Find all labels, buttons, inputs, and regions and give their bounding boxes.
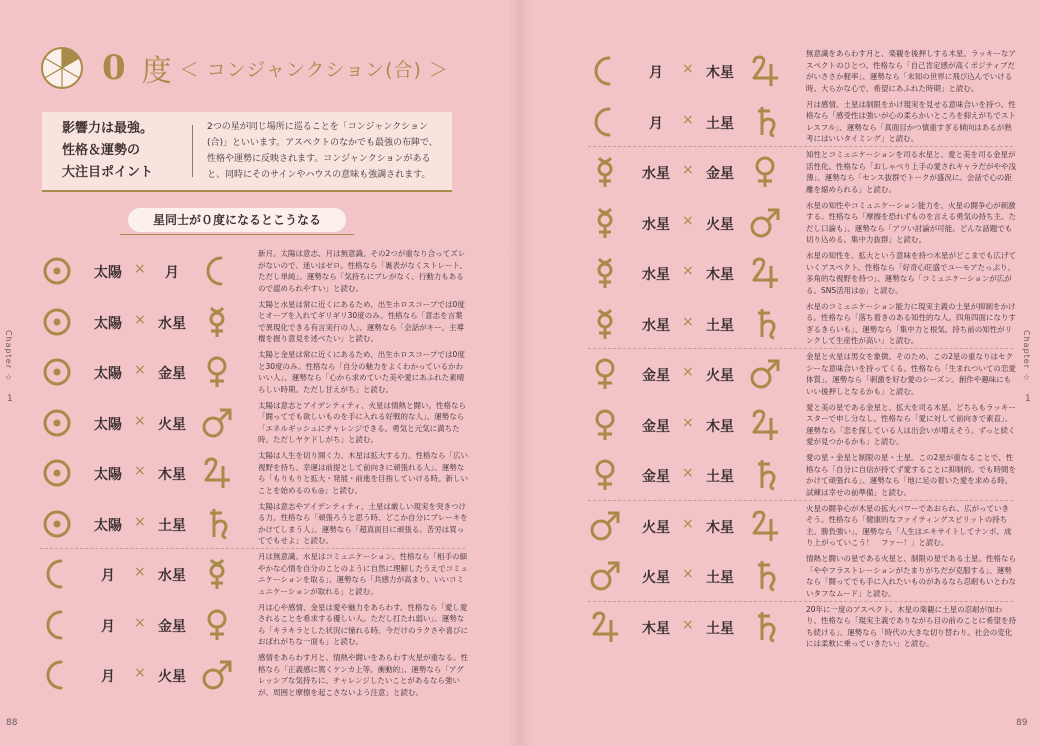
planet-name-1: 月 bbox=[101, 618, 115, 635]
combo-row bbox=[588, 551, 1016, 601]
combo-description: 太陽と金星は常に近くにあるため、出生ホロスコープでは0度と30度のみ。性格なら「自分の魅力をよくわかっているかわいい人」、運勢なら「心から求めていた美や愛にあふれた素晴らしい時期。ただし甘えがち」と読む。 bbox=[258, 350, 465, 394]
planet-name-1: 水星 bbox=[642, 267, 670, 283]
mars-icon bbox=[748, 206, 782, 240]
planet-glyph bbox=[588, 357, 622, 391]
combo-row bbox=[588, 501, 1013, 551]
combo-row bbox=[588, 198, 1016, 248]
planet-name-2: 木星 bbox=[706, 65, 734, 81]
combo-row bbox=[588, 46, 1016, 96]
times-sign: × bbox=[134, 311, 146, 328]
planet-glyph bbox=[40, 658, 74, 692]
planet-name-2: 水星 bbox=[158, 568, 186, 584]
page-number-left: 88 bbox=[6, 718, 18, 728]
venus-icon bbox=[588, 408, 622, 442]
venus-icon bbox=[200, 608, 234, 642]
combo-row bbox=[40, 398, 465, 448]
combo-row bbox=[40, 448, 468, 498]
combo-description: 金星と火星は男女を象徴。そのため、この2星の重なりはセクシーな意味合いを持ってくる。性格なら「生まれついての恋愛体質」、運勢なら「刺激を好む愛のシーズン。創作や趣味にもいい後押しとなるかも」と読む。 bbox=[806, 352, 1016, 396]
times-sign: × bbox=[682, 616, 694, 633]
times-sign: × bbox=[682, 465, 694, 481]
chapter-label-left: Chapter ☆ bbox=[4, 330, 13, 383]
planet-glyph bbox=[40, 254, 74, 288]
planet-glyph bbox=[200, 507, 234, 541]
venus-icon bbox=[748, 155, 782, 189]
planet-glyph bbox=[748, 155, 782, 189]
combo-row bbox=[588, 299, 1016, 349]
planet-name-1: 太陽 bbox=[94, 416, 122, 433]
planet-name-2: 木星 bbox=[158, 467, 186, 483]
planet-glyph bbox=[588, 54, 622, 88]
section-ribbon: 星同士が０度になるとこうなる bbox=[128, 208, 346, 232]
combo-row bbox=[40, 650, 468, 700]
planet-name-1: 太陽 bbox=[94, 366, 122, 382]
times-sign: × bbox=[134, 513, 146, 530]
planet-glyph bbox=[588, 559, 622, 593]
times-sign: × bbox=[682, 61, 694, 77]
planet-glyph bbox=[748, 509, 782, 543]
combo-description: 太陽は意志とアイデンティティ、火星は情熱と闘い。性格なら「闘ってでも欲しいものを手に入れる好戦的な人」、運勢なら「エネルギッシュにチャレンジできる。勇気と元気に満ちた時。ただしヤケドしがち」と読む。 bbox=[258, 400, 466, 444]
planet-name-2: 土星 bbox=[706, 570, 734, 586]
degree-number: 0 bbox=[102, 48, 126, 88]
planet-glyph bbox=[748, 610, 782, 644]
moon-icon bbox=[40, 608, 74, 642]
planet-glyph bbox=[40, 507, 74, 541]
planet-glyph bbox=[748, 559, 782, 593]
combo-description: 太陽は意志やアイデンティティ、土星は厳しい現実を突きつける力。性格なら「頑張ろうと思う時、どこか自分にブレーキをかけてしまう人」、運勢なら「超真面目に頑張る。苦労は買ってでもせよ」と読む。 bbox=[258, 501, 468, 545]
times-sign: × bbox=[682, 414, 694, 431]
moon-icon bbox=[588, 54, 622, 88]
planet-name-1: 太陽 bbox=[94, 517, 122, 534]
planet-glyph bbox=[588, 509, 622, 543]
planet-glyph bbox=[748, 54, 782, 88]
combo-description: 月は感情、土星は制限をかけ現実を見せる意味合いを持つ。性格なら「感受性は強いが心の柔らかいところを抑えがちでストレスフル」、運勢なら「真面目かつ慎重すぎる傾向はあるが熟考にはいいタイミング」と読む。 bbox=[806, 99, 1016, 143]
planet-name-2: 火星 bbox=[158, 669, 186, 685]
mars-icon bbox=[200, 658, 234, 692]
planet-glyph bbox=[748, 408, 782, 442]
times-sign: × bbox=[682, 212, 694, 229]
chapter-label: Chapter ☆ bbox=[1022, 330, 1031, 383]
planet-glyph bbox=[588, 408, 622, 442]
combo-description: 新月。太陽は意志、月は無意識。その2つが重なり合ってズレがないので、迷いはゼロ。性格なら「裏表がなくストレート、ただし単純」。運勢なら「気持ちにブレがなく、行動力もあるので認められやすい」と読む。 bbox=[258, 249, 467, 293]
sun-icon bbox=[40, 355, 74, 389]
planet-glyph bbox=[200, 608, 234, 642]
planet-glyph bbox=[200, 456, 234, 490]
planet-name-2: 水星 bbox=[158, 315, 186, 332]
planet-name-2: 木星 bbox=[706, 418, 734, 435]
venus-icon bbox=[200, 355, 234, 389]
combo-row bbox=[588, 349, 1016, 399]
planet-name-2: 土星 bbox=[706, 115, 734, 132]
times-sign: × bbox=[134, 463, 146, 479]
mars-icon bbox=[748, 357, 782, 391]
sun-icon bbox=[40, 456, 74, 490]
planet-glyph bbox=[588, 155, 622, 189]
right-page bbox=[520, 0, 1040, 746]
planet-name-1: 金星 bbox=[642, 469, 670, 485]
saturn-icon bbox=[748, 105, 782, 139]
planet-glyph bbox=[40, 456, 74, 490]
combo-description: 水星の知性やコミュニケーション能力を、火星の闘争心が刺激する。性格なら「摩擦を恐れずものを言える勇気の持ち主。ただし口論も」、運勢なら「アツい討論が可能。どんな話題でも切り込める。集中力抜群」と読む。 bbox=[806, 200, 1016, 244]
venus-icon bbox=[588, 357, 622, 391]
planet-name-1: 火星 bbox=[642, 570, 670, 586]
planet-name-2: 金星 bbox=[706, 166, 734, 182]
times-sign: × bbox=[682, 162, 694, 178]
intro-heading: 影響力は最強。 性格＆運勢の 大注目ポイント bbox=[62, 121, 154, 180]
planet-name-2: 火星 bbox=[158, 416, 186, 433]
planet-glyph bbox=[748, 307, 782, 341]
jupiter-icon bbox=[748, 256, 782, 290]
zodiac-wheel-icon bbox=[40, 46, 84, 90]
jupiter-icon bbox=[748, 408, 782, 442]
planet-glyph bbox=[40, 355, 74, 389]
sun-icon bbox=[40, 507, 74, 541]
saturn-icon bbox=[200, 507, 234, 541]
combo-description: 20年に一度のアスペクト。木星の楽観に土星の忍耐が加わり、性格なら「現実主義でありながら目の前のことに希望を持ち続ける」、運勢なら「時代の大きな切り替わり。社会の変化には柔軟に乗っていきたい」と読む。 bbox=[806, 604, 1016, 648]
planet-name-1: 太陽 bbox=[94, 315, 122, 332]
aspect-subtitle: ＜ コンジャンクション(合) ＞ bbox=[179, 58, 449, 81]
sun-icon bbox=[40, 254, 74, 288]
planet-glyph bbox=[588, 256, 622, 290]
times-sign: × bbox=[682, 364, 694, 380]
times-sign: × bbox=[134, 665, 146, 681]
combo-row bbox=[40, 600, 468, 650]
mercury-icon bbox=[588, 155, 622, 189]
planet-glyph bbox=[200, 557, 234, 591]
saturn-icon bbox=[748, 458, 782, 492]
combo-row bbox=[588, 147, 1016, 197]
combo-description: 感情をあらわす月と、情熱や闘いをあらわす火星が重なる。性格なら「正義感に篤くケンカ上等。衝動的」、運勢なら「アグレッシブな気持ちに。チャレンジしたいことがあるなら強いが、周囲と摩擦を起こさないよう注意」と読む。 bbox=[258, 653, 468, 697]
planet-name-2: 金星 bbox=[158, 618, 186, 635]
times-sign: × bbox=[682, 566, 694, 582]
combo-description: 愛と美の星である金星と、拡大を司る木星。どちらもラッキースターで申し分なし。性格なら「愛に対して前向きで素直」、運勢なら「恋を探している人は出会いが増えそう。ずっと続く愛が見つかるかも」と読む。 bbox=[806, 402, 1016, 446]
sun-icon bbox=[40, 406, 74, 440]
jupiter-icon bbox=[748, 509, 782, 543]
intro-text: 2つの星が同じ場所に巡ることを「コンジャンクション(合)」といいます。アスペクトのなかでも最強の布陣で、性格や運勢に反映されます。コンジャンクションがあると、同時にそのサインやハウスの意味も強調されます。 bbox=[207, 122, 438, 180]
combo-row bbox=[588, 450, 1016, 500]
planet-name-2: 火星 bbox=[706, 216, 734, 233]
jupiter-icon bbox=[200, 456, 234, 490]
mars-icon bbox=[200, 406, 234, 440]
combo-row bbox=[40, 499, 468, 549]
planet-name-2: 火星 bbox=[706, 368, 734, 384]
planet-glyph bbox=[200, 254, 234, 288]
combo-description: 月は心や感情、金星は愛や魅力をあらわす。性格なら「愛し愛されることを希求する優しい人。ただし打たれ弱い」、運勢なら「キラキラとした状況に憧れる時。今だけのラクさや喜びにおぼれがちな一面も」と読む。 bbox=[258, 602, 468, 646]
planet-name-1: 水星 bbox=[642, 317, 670, 334]
combo-row bbox=[588, 602, 1016, 652]
planet-glyph bbox=[748, 256, 782, 290]
planet-name-2: 土星 bbox=[706, 317, 734, 334]
times-sign: × bbox=[134, 412, 146, 429]
venus-icon bbox=[588, 458, 622, 492]
planet-name-2: 土星 bbox=[706, 469, 734, 485]
jupiter-icon bbox=[748, 54, 782, 88]
moon-icon bbox=[40, 658, 74, 692]
combo-description: 太陽は人生を切り開く力、木星は拡大する力。性格なら「広い視野を持ち、幸運は前提として前向きに頑張れる人」、運勢なら「もりもりと拡大・発展・前進を目指していける時。新しいことを始めるのも◎」と読む。 bbox=[258, 451, 468, 495]
planet-name-1: 月 bbox=[101, 669, 115, 685]
combo-row bbox=[40, 297, 465, 347]
combo-description: 愛の星・金星と制限の星・土星。この2星が重なることで、性格なら「自分に自信が持てず愛することに抑制的。でも時間をかけて頑張れる」、運勢なら「地に足の着いた愛を求める時。試練は幸せの前準備」と読む。 bbox=[806, 453, 1016, 497]
combo-description: 知性とコミュニケーションを司る水星と、愛と美を司る金星が活性化。性格なら「おしゃべり上手の愛されキャラだがやや浅薄」、運勢なら「センス抜群でトークが盛況に。会話で心の距離を縮められる」と読む。 bbox=[806, 150, 1016, 194]
planet-glyph bbox=[588, 105, 622, 139]
planet-glyph bbox=[200, 406, 234, 440]
page-number-right: 89 bbox=[1016, 718, 1028, 728]
combo-row bbox=[588, 97, 1016, 147]
combo-description: 火星の闘争心が木星の拡大パワーであおられ、広がっていきそう。性格なら「健康的なファイティングスピリットの持ち主。勝負強い」、運勢なら「人生はエキサイトしてナンボ。成り上がっていこう！ ファー！」と読む。 bbox=[806, 503, 1012, 547]
combo-row bbox=[40, 347, 465, 397]
planet-name-1: 太陽 bbox=[94, 265, 122, 281]
chapter-number: 1 bbox=[1025, 394, 1031, 404]
planet-glyph bbox=[40, 557, 74, 591]
planet-name-1: 火星 bbox=[642, 519, 670, 536]
planet-name-2: 土星 bbox=[706, 620, 734, 637]
saturn-icon bbox=[748, 610, 782, 644]
planet-glyph bbox=[588, 206, 622, 240]
planet-glyph bbox=[748, 458, 782, 492]
planet-glyph bbox=[748, 357, 782, 391]
section-header bbox=[40, 40, 449, 96]
planet-glyph bbox=[588, 610, 622, 644]
planet-name-1: 木星 bbox=[642, 620, 670, 637]
combo-description: 太陽と水星は常に近くにあるため、出生ホロスコープでは0度とオーブを入れてギリギリ30度のみ。性格なら「意志を言葉で異現化できる有言実行の人」、運勢なら「会話がキー。主導権を握り意見を述べたい」と読む。 bbox=[258, 299, 465, 343]
saturn-icon bbox=[748, 307, 782, 341]
combo-description: 月は無意識、水星はコミュニケーション。性格なら「相手の細やかな心情を自分のことのように自然に理解したうえでコミュニケーションを取る」、運勢なら「共感力が高まり、いいコミュニケーションが取れる」と読む。 bbox=[258, 552, 468, 596]
mars-icon bbox=[588, 509, 622, 543]
planet-name-1: 月 bbox=[649, 115, 663, 132]
combo-description: 水星の知性を、拡大という意味を持つ木星がどこまでも広げていくアスペクト。性格なら「好奇心旺盛でユーモアたっぷり。多角的な視野を持つ」、運勢なら「コミュニケーションが広がる。SNS活用は◎」と読む。 bbox=[806, 251, 1016, 295]
sun-icon bbox=[40, 305, 74, 339]
combo-row bbox=[588, 400, 1016, 450]
mars-icon bbox=[588, 559, 622, 593]
planet-glyph bbox=[748, 206, 782, 240]
mercury-icon bbox=[588, 307, 622, 341]
combo-row bbox=[588, 248, 1016, 298]
moon-icon bbox=[200, 254, 234, 288]
planet-glyph bbox=[588, 458, 622, 492]
times-sign: × bbox=[682, 515, 694, 532]
planet-glyph bbox=[588, 307, 622, 341]
ribbon-underline bbox=[120, 234, 354, 235]
planet-name-2: 月 bbox=[165, 265, 179, 281]
intro-box bbox=[42, 112, 452, 192]
planet-glyph bbox=[40, 305, 74, 339]
times-sign: × bbox=[682, 313, 694, 330]
planet-name-1: 月 bbox=[649, 65, 663, 81]
combo-row bbox=[40, 549, 468, 599]
moon-icon bbox=[40, 557, 74, 591]
planet-name-2: 土星 bbox=[158, 517, 186, 534]
times-sign: × bbox=[682, 111, 694, 128]
planet-glyph bbox=[200, 355, 234, 389]
mercury-icon bbox=[200, 557, 234, 591]
book-gutter bbox=[508, 0, 532, 746]
times-sign: × bbox=[134, 564, 146, 580]
combo-row bbox=[40, 246, 465, 296]
times-sign: × bbox=[134, 261, 146, 277]
planet-name-2: 木星 bbox=[706, 519, 734, 536]
planet-glyph bbox=[200, 658, 234, 692]
saturn-icon bbox=[748, 559, 782, 593]
chapter-number-left: 1 bbox=[7, 394, 13, 404]
moon-icon bbox=[588, 105, 622, 139]
planet-glyph bbox=[748, 105, 782, 139]
combo-description: 情熱と闘いの星である火星と、制限の星である土星。性格なら「ややフラストレーションがたまりがちだが克服する」、運勢なら「闘ってでも手に入れたいものがあるなら忍耐もいとわないタフなムード」と読む。 bbox=[806, 554, 1016, 598]
combo-description: 水星のコミュニケーション能力に現実主義の土星が抑制をかける。性格なら「落ち着きのある知性的な人。四角四面になりすぎるきらいも」、運勢なら「集中力と根気。持ち前の知性がリンクして生産性が高い」と読む。 bbox=[806, 301, 1016, 345]
planet-glyph bbox=[40, 406, 74, 440]
degree-kanji: 度 bbox=[141, 54, 172, 89]
jupiter-icon bbox=[588, 610, 622, 644]
mercury-icon bbox=[588, 206, 622, 240]
planet-name-1: 金星 bbox=[642, 418, 670, 435]
planet-name-1: 水星 bbox=[642, 166, 670, 182]
mercury-icon bbox=[200, 305, 234, 339]
times-sign: × bbox=[134, 614, 146, 631]
planet-name-2: 金星 bbox=[158, 366, 186, 382]
times-sign: × bbox=[134, 362, 146, 378]
planet-name-1: 金星 bbox=[642, 368, 670, 384]
combo-description: 無意識をあらわす月と、楽観を後押しする木星。ラッキーなアスペクトのひとつ。性格なら「自己肯定感が高くポジティブだがいささか軽率」、運勢なら「未知の世界に飛び込んでいける時。大らかな心で、希望にあふれた時期」と読む。 bbox=[806, 49, 1016, 93]
times-sign: × bbox=[682, 263, 694, 279]
planet-glyph bbox=[200, 305, 234, 339]
planet-name-2: 木星 bbox=[706, 267, 734, 283]
mercury-icon bbox=[588, 256, 622, 290]
planet-name-1: 水星 bbox=[642, 216, 670, 233]
planet-glyph bbox=[40, 608, 74, 642]
planet-name-1: 月 bbox=[101, 568, 115, 584]
planet-name-1: 太陽 bbox=[94, 467, 122, 483]
